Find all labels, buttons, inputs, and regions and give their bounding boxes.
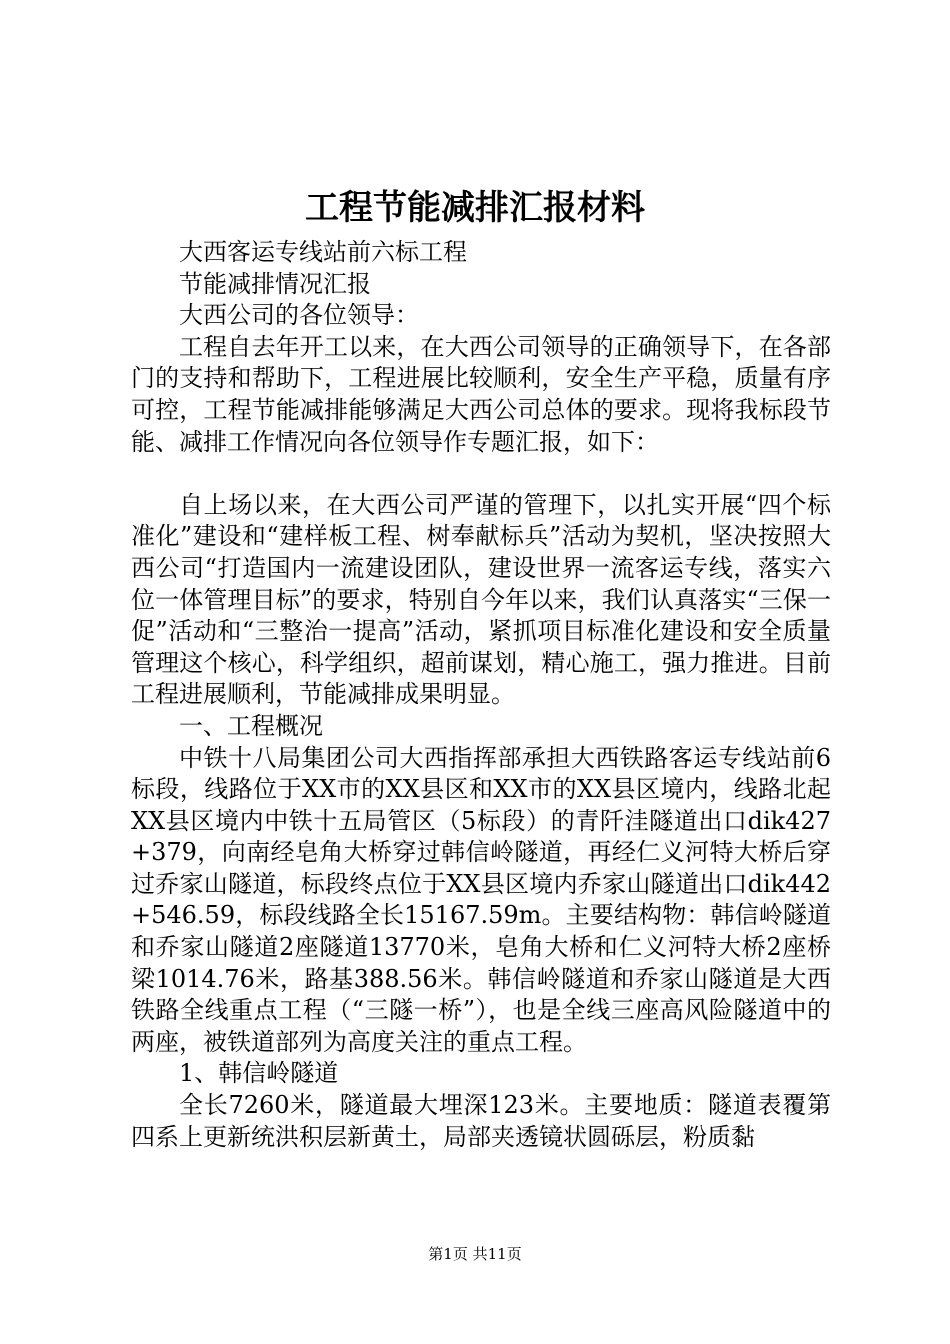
page-footer: 第1页 共11页 (428, 1245, 522, 1263)
report-subtitle-line: 节能减排情况汇报 (179, 269, 371, 298)
background-paragraph: 自上场以来，在大西公司严谨的管理下，以扎实开展“四个标准化”建设和“建样板工程、树奉献标兵”活动为契机，坚决按照大西公司“打造国内一流建设团队，建设世界一流客运专线，落实六位一体管理目标”的要求，特别自今年以来，我们认真落实“三保一促”活动和“三整治一提高”活动，紧抓项目标准化建设和安全质量管理这个核心，科学组织，超前谋划，精心施工，强力推进。目前工程进展顺利，节能减排成果明显。 (131, 490, 831, 709)
overview-paragraph: 中铁十八局集团公司大西指挥部承担大西铁路客运专线站前6标段，线路位于XX市的XX县区和XX市的XX县区境内，线路北起XX县区境内中铁十五局管区（5标段）的青阡洼隧道出口dik427+379，向南经皂角大桥穿过韩信岭隧道，再经仁义河特大桥后穿过乔家山隧道，标段终点位于XX县区境内乔家山隧道出口dik442+546.59，标段线路全长15167.59m。主要结构物：韩信岭隧道和乔家山隧道2座隧道13770米，皂角大桥和仁义河特大桥2座桥梁1014.76米，路基388.56米。韩信岭隧道和乔家山隧道是大西铁路全线重点工程（“三隧一桥”），也是全线三座高风险隧道中的两座，被铁道部列为高度关注的重点工程。 (131, 743, 831, 1056)
document-body (131, 237, 831, 1153)
paragraph-gap (131, 458, 831, 490)
salutation: 大西公司的各位领导： (179, 301, 419, 330)
subsection-heading-tunnel: 1、韩信岭隧道 (179, 1059, 339, 1088)
section-heading-overview: 一、工程概况 (179, 711, 323, 740)
document-title: 工程节能减排汇报材料 (305, 188, 645, 228)
project-name-line: 大西客运专线站前六标工程 (179, 238, 467, 266)
tunnel-paragraph: 全长7260米，隧道最大埋深123米。主要地质：隧道表覆第四系上更新统洪积层新黄土，局部夹透镜状圆砾层，粉质黏 (131, 1091, 831, 1151)
intro-paragraph: 工程自去年开工以来，在大西公司领导的正确领导下，在各部门的支持和帮助下，工程进展比较顺利，安全生产平稳，质量有序可控，工程节能减排能够满足大西公司总体的要求。现将我标段节能、减排工作情况向各位领导作专题汇报，如下： (131, 332, 831, 456)
